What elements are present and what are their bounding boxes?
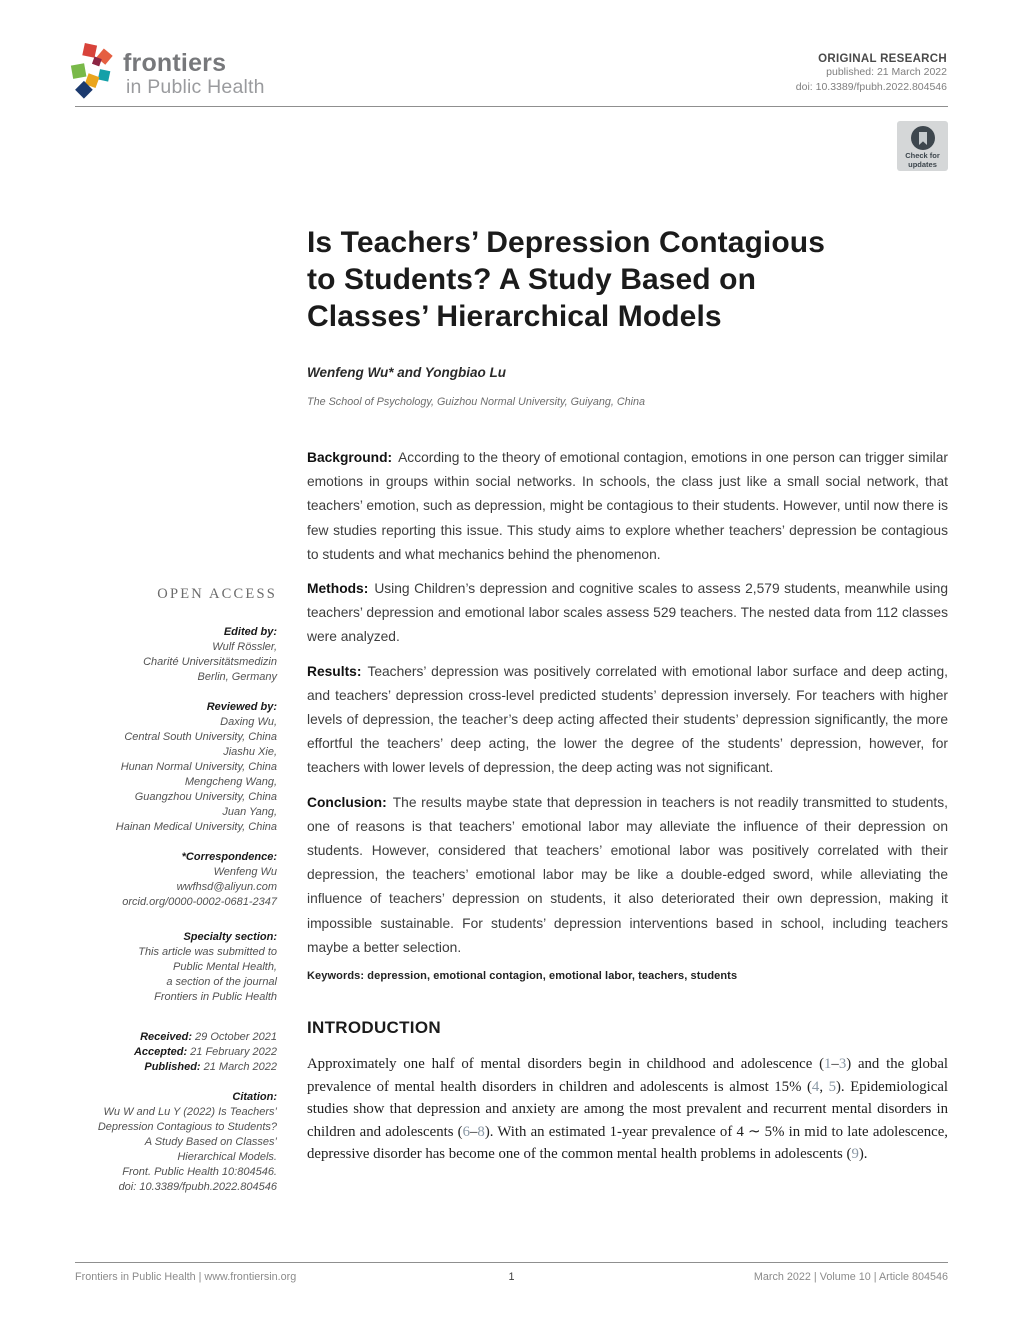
doi-line: doi: 10.3389/fpubh.2022.804546 (795, 80, 947, 93)
footer-issue-info: March 2022 | Volume 10 | Article 804546 (753, 1271, 948, 1283)
abstract-section-label: Results: (307, 663, 362, 679)
correspondence-line: wwfhsd@aliyun.com (176, 881, 277, 893)
reviewer-line: Daxing Wu, (220, 716, 277, 728)
date-label: Received: (140, 1031, 193, 1043)
correspondence-label: *Correspondence: (181, 851, 277, 863)
citation-label: Citation: (232, 1091, 277, 1103)
open-access-label: OPEN ACCESS (157, 586, 277, 602)
introduction-text-segment[interactable]: 3 (838, 1056, 847, 1073)
reviewer-line: Hainan Medical University, China (115, 821, 277, 833)
citation-line: Front. Public Health 10:804546. (122, 1166, 277, 1178)
author-affiliation: The School of Psychology, Guizhou Normal University, Guiyang, China (307, 396, 646, 408)
introduction-text-segment: , (819, 1078, 829, 1095)
frontiers-cubes-icon (70, 43, 118, 101)
abstract-paragraph (307, 446, 948, 567)
introduction-text-segment[interactable]: 6 (462, 1123, 470, 1140)
bookmark-circle-icon (910, 125, 936, 151)
introduction-text-segment[interactable]: 8 (477, 1123, 485, 1140)
introduction-text-segment: ). With an estimated 1-year prevalence of 4 ∼ 5% in mid to late adolescence, depressive disorder has become one of the common mental health problems in adolescents ( (307, 1123, 948, 1163)
edited-by-group (75, 625, 277, 685)
abstract-paragraph (307, 577, 948, 650)
footer-divider (75, 1262, 948, 1263)
journal-subtitle: in Public Health (126, 76, 265, 98)
date-value: 21 February 2022 (190, 1046, 277, 1058)
introduction-text-segment[interactable]: 9 (851, 1146, 859, 1163)
introduction-heading: INTRODUCTION (307, 1018, 441, 1038)
article-type-label: ORIGINAL RESEARCH (818, 53, 947, 65)
reviewed-by-group (75, 700, 277, 835)
citation-group (75, 1090, 277, 1195)
article-date-line (75, 1045, 277, 1060)
specialty-line: Frontiers in Public Health (154, 991, 277, 1003)
keywords-line: Keywords: depression, emotional contagion, emotional labor, teachers, students (307, 970, 738, 983)
abstract-section-label: Methods: (307, 581, 369, 597)
journal-name: frontiers (123, 49, 227, 77)
article-dates-group (75, 1030, 277, 1075)
page-footer (75, 1271, 948, 1287)
reviewer-line: Juan Yang, (222, 806, 277, 818)
introduction-text-segment[interactable]: 4 (811, 1078, 820, 1095)
abstract-block (307, 446, 948, 960)
introduction-text-segment: ) and the global prevalence of mental health disorders in children and adolescents is almost 15% ( (307, 1056, 948, 1095)
abstract-paragraph (307, 791, 948, 960)
article-title-line: Classes’ Hierarchical Models (307, 300, 722, 333)
abstract-section-text: Teachers’ depression was positively correlated with emotional labor surface and deep acting, and teachers’ depression cross-level predicted students’ depression inversely. For teachers with higher levels of depression, the teacher’s deep acting affected their students’ depression significantly, the more effortful the teachers’ deep acting, the lower the degree of the students’ depression, however, for teachers with lower levels of depression, the deep acting was not significant. (307, 663, 948, 776)
published-date-line: published: 21 March 2022 (826, 66, 947, 78)
edited-by-label: Edited by: (223, 626, 277, 638)
journal-logo (70, 43, 265, 101)
correspondence-line: Wenfeng Wu (213, 866, 277, 878)
specialty-section-label: Specialty section: (183, 931, 277, 943)
edited-by-lines (75, 640, 277, 685)
correspondence-group (75, 850, 277, 910)
abstract-section-text: Using Children’s depression and cognitive scales to assess 2,579 students, meanwhile using teachers’ depression and emotional labor scales assess 529 teachers. The nested data from 112 classes were analyzed. (307, 581, 948, 645)
editor-line: Charité Universitätsmedizin (143, 656, 277, 668)
date-value: 21 March 2022 (203, 1061, 277, 1073)
introduction-text-segment: Approximately one half of mental disorders begin in childhood and adolescence ( (307, 1056, 824, 1073)
editor-line: Wulf Rössler, (212, 641, 277, 653)
header-divider (75, 106, 948, 107)
citation-line: Depression Contagious to Students? (97, 1121, 277, 1133)
date-label: Published: (144, 1061, 201, 1073)
specialty-line: This article was submitted to (138, 946, 277, 958)
introduction-text-segment: – (831, 1056, 839, 1073)
check-for-updates-badge[interactable] (897, 121, 948, 171)
specialty-line: Public Mental Health, (173, 961, 277, 973)
check-for-updates-label: Check for updates (905, 151, 940, 169)
reviewed-by-label: Reviewed by: (206, 701, 277, 713)
citation-lines (75, 1105, 277, 1195)
correspondence-line: orcid.org/0000-0002-0681-2347 (122, 896, 277, 908)
article-date-line (75, 1060, 277, 1075)
specialty-line: a section of the journal (166, 976, 277, 988)
main-column (307, 224, 948, 1166)
article-title-line: to Students? A Study Based on (307, 263, 757, 296)
reviewer-line: Hunan Normal University, China (120, 761, 277, 773)
introduction-text-segment: ). Epidemiological studies show that depression and anxiety are among the most prevalent and recurrent mental disorders in children and adolescents ( (307, 1078, 949, 1140)
abstract-section-text: The results maybe state that depression in teachers is not readily transmitted to students, one of reasons is that teachers’ emotional labor may alleviate the influence of their depression on students. However, considered that teachers’ emotional labor was positively correlated with their depression, the teachers’ emotional labor may be like a double-edged sword, while alleviating the influence of teachers’ depression on students, it also deteriorated their own depression, making it impossible sustainable. For students’ depression interventions based in school, including teachers maybe a better selection. (307, 794, 948, 955)
header-meta (796, 53, 947, 94)
introduction-text-segment: ). (858, 1146, 868, 1163)
article-date-line (75, 1030, 277, 1045)
reviewer-line: Central South University, China (124, 731, 277, 743)
specialty-section-lines (75, 945, 277, 1005)
citation-line: doi: 10.3389/fpubh.2022.804546 (118, 1181, 277, 1193)
abstract-section-label: Conclusion: (307, 794, 387, 810)
specialty-section-group (75, 930, 277, 1005)
date-value: 29 October 2021 (195, 1031, 277, 1043)
article-info-sidebar (75, 586, 277, 1210)
footer-journal-url: Frontiers in Public Health | www.frontiersin.org (75, 1271, 297, 1283)
abstract-paragraph (307, 660, 948, 781)
correspondence-lines (75, 865, 277, 910)
article-title (307, 224, 948, 335)
reviewer-line: Jiashu Xie, (223, 746, 277, 758)
abstract-section-text: According to the theory of emotional contagion, emotions in one person can trigger similar emotions in groups within social networks. In schools, the class just like a small social network, that teachers’ emotion, such as depression, might be contagious to their students. However, until now there is few studies reporting this issue. This study aims to explore whether teachers’ depression be contagious to students and what mechanics behind the phenomenon. (307, 450, 948, 562)
introduction-text-segment: – (470, 1123, 478, 1140)
page-number: 1 (508, 1271, 515, 1283)
journal-logo-text (123, 50, 265, 101)
introduction-paragraph (307, 1053, 948, 1166)
reviewer-line: Mengcheng Wang, (184, 776, 277, 788)
introduction-text-segment[interactable]: 5 (828, 1078, 836, 1095)
date-label: Accepted: (133, 1046, 188, 1058)
citation-line: Wu W and Lu Y (2022) Is Teachers’ (103, 1106, 277, 1118)
citation-line: A Study Based on Classes’ (144, 1136, 277, 1148)
editor-line: Berlin, Germany (197, 671, 277, 683)
article-title-line: Is Teachers’ Depression Contagious (307, 226, 825, 259)
citation-line: Hierarchical Models. (177, 1151, 277, 1163)
introduction-text-segment[interactable]: 1 (824, 1056, 832, 1073)
reviewer-line: Guangzhou University, China (134, 791, 277, 803)
author-byline: Wenfeng Wu* and Yongbiao Lu (307, 365, 506, 380)
abstract-section-label: Background: (307, 450, 393, 465)
reviewed-by-lines (75, 715, 277, 835)
